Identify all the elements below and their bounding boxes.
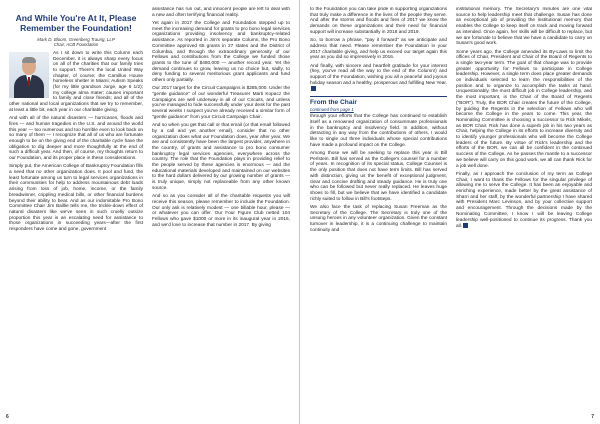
- byline: [9, 37, 143, 48]
- article-paragraph: to the Foundation you can take pride in supporting organizations that truly make a difference in the lives of the people they serve. And after the storms and floods and fires of 2017 we know the demands on these organizations and their need for financial support will increase substantially in 2018 and 2019.: [310, 7, 447, 35]
- article-paragraph-text: And finally, with sincere and heartfelt gratitude for your interest (hey, you've read all the way to the end of the Column!) and support of the Foundation, wishing you all a peaceful and joyous holiday season and a healthy, prosperous and fulfilling New Year.: [310, 63, 447, 86]
- section-divider: [310, 96, 447, 97]
- article-paragraph: Yet again in 2017 the College and Foundation stepped up to meet the increasing demand for grants to pro bono legal services organizations providing insolvency and bankruptcy-related assistance. As reported in Jim's separate Column, the Pro Bono Committee approved 65 grants in 27 states and the District of Columbia, and through the extraordinary generosity of our Fellows and contributions from the College we funded those grants to the tune of $480,000 — another record year. Yet the demand continues to grow, leaving us no choice but, sadly, to deny funding to several meritorious grant applicants and fund others only partially.: [152, 21, 290, 84]
- article-paragraph: [456, 172, 592, 230]
- article-paragraph: And with all of the natural disasters — hurricanes, floods and fires — and human tragedies in the U.S. and around the world this year — too numerous and too horrible even to look back on so many of them — I recognize that all of us who are fortunate enough to be on the giving end of the charitable cycle have the obligation to dig deeper and more thoughtfully at the end of such a difficult year. And then, of course, my thoughts return to our Foundation, and its proper place in these considerations.: [9, 116, 143, 162]
- right-page: [300, 0, 600, 424]
- article-paragraph: [310, 64, 447, 93]
- left-column-1: [9, 10, 143, 406]
- article-title: And While You're At It, Please Remember the Foundation!: [15, 13, 137, 33]
- article-paragraph: We also face the task of replacing Susan Freeman as the Secretary of the College. The Secretary is truly one of the unsung heroes in any volunteer organization. Given the constant turnover in leadership, it is a continuing challenge to maintain continuity and: [310, 204, 447, 233]
- article-paragraph: Simply put, the American College of Bankruptcy Foundation fills a need that no other organization does. It pool and fund, the least fortunate among us turn to legal services organizations in their communities for help to address mountainous debt loads arising from loss of job, home, income, or the family breadwinner, crippling medical bills, or other financial burdens beyond their ability to bear. And as our indomitable Pro Bono Committee Chair Jim Baillie tells me, the trickle-down effect of natural disasters like we've seen in such cruelly outsize proportion this year is an escalating need for assistance to those organizations in succeeding years—after the first responders have come and gone, government: [9, 164, 143, 233]
- photo-hair: [22, 57, 36, 63]
- page-number: 7: [591, 414, 594, 420]
- article-paragraph: And so as you consider all of the charitable requests you will receive this season, please remember to include the Foundation. Our only ask is relatively modest — one billable hour, please — or whatever you can offer. Our Four Figure Club netted 104 Fellows who gave $1000 or more in its inaugural year in 2016, and we'd love to increase that number in 2017. By giving: [152, 194, 290, 228]
- from-chair-heading: From the Chair: [310, 98, 357, 106]
- right-column-2: [456, 7, 592, 403]
- article-paragraph: through your efforts that the College has continued to establish itself as a renowned organization of consummate professionals in the bankruptcy and insolvency field. In addition, without detracting in any way from the contributions of others, I would like to single out three individuals whose special contributions have made a profound impact on the College.: [310, 114, 447, 148]
- photo-tie: [28, 77, 30, 86]
- end-of-article-icon: [311, 86, 316, 91]
- article-paragraph: institutional memory. The Secretary's minutes are one vital source to help leadership meet that challenge. Susan has done an exceptional job of providing the institutional memory that enables the College to keep itself on track and moving forward as intended. Once again, her skills will be difficult to replace, but we are fortunate to believe that we have a candidate to carry on Susan's good work.: [456, 7, 592, 47]
- continued-from-link[interactable]: continued from page 1: [310, 106, 354, 112]
- byline-role: Chair, ACB Foundation: [53, 42, 99, 48]
- article-paragraph: As I sit down to write this Column each December, it is always sharp every focus on all of the charities that our family tries to support. There's the local United Way chapter, of course; the Camillus House homeless shelter in Miami; Autism Speaks (for my little grandson Jorge, age 6 1/2); my college alma mater; causes important to family and close friends; and all of the other national and local organizations that we try to remember, at least a little bit, each year in our charitable giving.: [9, 50, 143, 113]
- article-paragraph: Our 2017 target for the Circuit Campaigns is $285,000. Under the "gentle guidance" of our wonderful Treasurer Marti Kopacz the Campaigns are well underway in all of our Circuits, and unless you've managed to hide successfully under your desk for the past several weeks I suspect you've already received a similar form of "gentle guidance" from your Circuit Campaign Chair.: [152, 86, 290, 120]
- article-paragraph: assistance has run out, and innocent people are left to deal with a new and often terrifying financial reality.: [152, 7, 290, 18]
- article-paragraph: And so when you get that call or that email (or that email followed by a call and yet another email), consider that no other organization does what our Foundation does, year after year. We are and consistently have been the largest provider, anywhere in the country, of grants and assistance to pro bono consumer bankruptcy legal services agencies, everywhere across the country. The role that the Foundation plays in providing relief to the people served by these agencies is enormous — and the educational materials developed and maintained on our websites to the hard dollars delivered by our growing number of grants — is truly unique, simply not replaceable from any other known source.: [152, 123, 290, 191]
- byline-name: Mark D. Bloom, Greenberg Traurig, LLP: [37, 37, 115, 42]
- author-photo: [9, 52, 49, 98]
- article-paragraph: So, to borrow a phrase, "pay it forward" as we anticipate and address that need. Please remember the Foundation in your 2017 charitable giving, and help us exceed our target again this year as you did so impressively in 2016.: [310, 38, 447, 61]
- page-number: 6: [6, 414, 9, 420]
- article-paragraph-text: Finally, as I approach the conclusion of my term as College Chair, I want to thank the Fellows for the singular privilege of allowing me to serve the College. It has been an enjoyable and enriching experience, made better by the great assistance of Sharri and her staff, by the wonderful partnership I have shared with President Marc Levinson, and by your collective support and encouragement. Through the decisions made by the Nominating Committee, I know I will be leaving College leadership well-positioned to continue its progress. Thank you all.: [456, 171, 592, 229]
- left-column-2: [152, 7, 290, 403]
- right-column-1: [310, 7, 447, 403]
- article-paragraph: Among those we will be seeking to replace this year is Bill Perlstein. Bill has served as the College's counsel for a number of years. In recognition of its special status, College Counsel is the only position that does not have term limits. Bill has served with distinction, giving us the benefit of exceptional judgment, clear and concise drafting and steady guidance. He is truly one who can be followed but never really replaced. He leaves huge shoes to fill, but we believe that we have identified a candidate richly suited to follow in Bill's footsteps.: [310, 151, 447, 202]
- article-paragraph: Some years ago, the College amended its By-Laws to limit the offices of Chair, President and Chair of the Board of Regents to a single two-year term. The goal of that change was to provide greater opportunity for Fellows to participate in College leadership. However, a single term does place greater demands on individuals selected to learn the responsibilities of the position and to organize to accomplish the tasks at hand. Unquestionably, the most difficult job in College leadership, and the most important, is the Chair of the Board of Regents ("BOR"). Truly, the BOR Chair creates the future of the College, by guiding the Regents in the selection of Fellows who will become the College in the years to come. This year, the Nominating Committee is choosing a successor to Rick Mikels, as BOR Chair. Rick has done a superb job in his two years as Chair, helping the College in its efforts to increase diversity and to identify younger professionals who will become the College leaders of the future. By virtue of Rick's leadership and the efforts of the BOR, we can all be confident in the continued success of the College. As he passes the mantle to a successor we believe will carry on this good work, we all can thank Rick for a job well done.: [456, 49, 592, 169]
- end-of-article-icon: [463, 223, 468, 228]
